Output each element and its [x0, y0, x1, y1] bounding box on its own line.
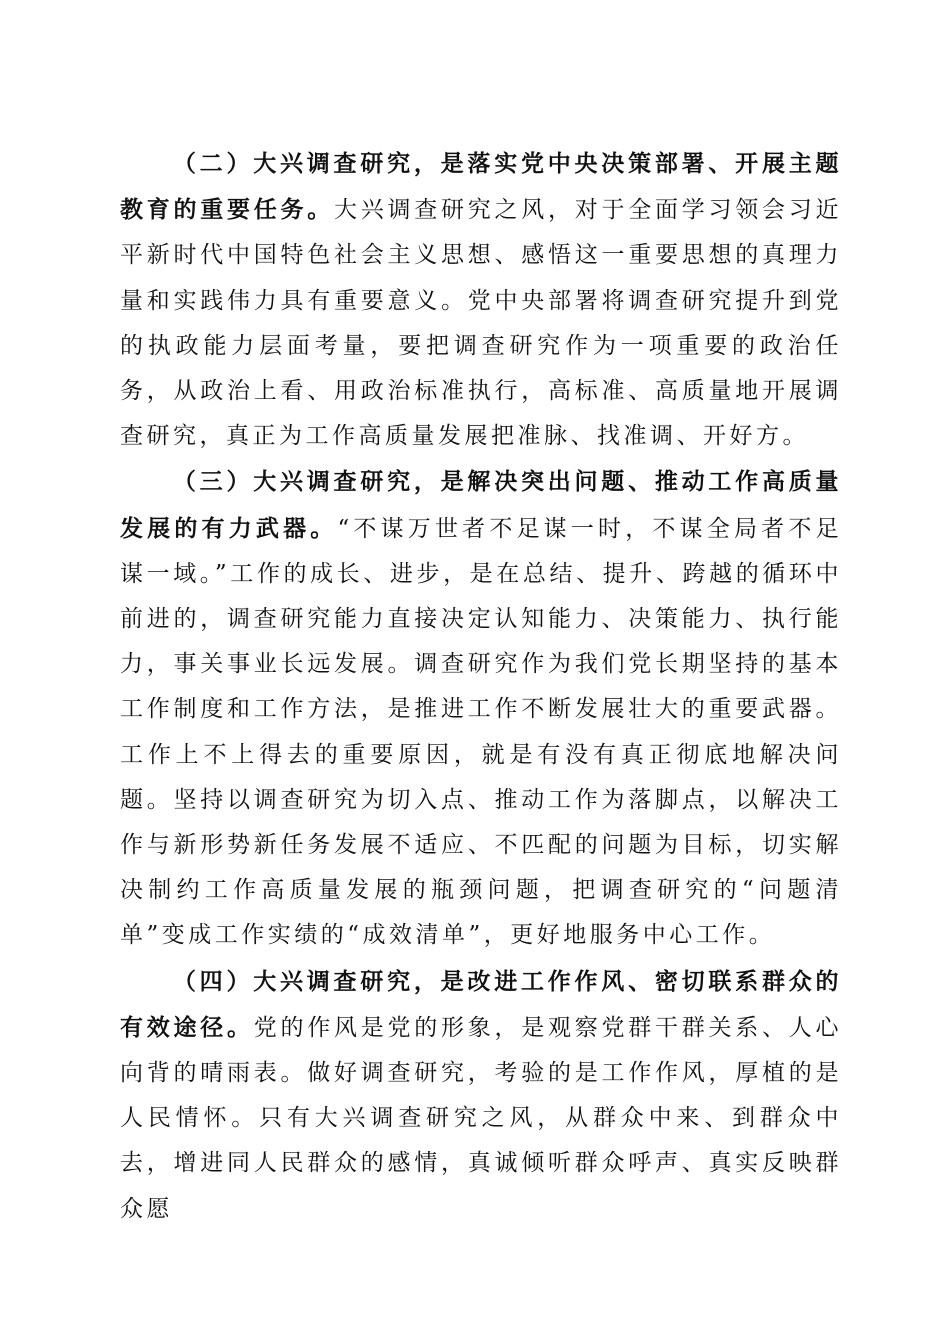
paragraph-4 — [120, 959, 842, 1232]
paragraph-4-body: 党的作风是党的形象，是观察党群干群关系、人心向背的晴雨表。做好调查研究，考验的是工作作风，厚植的是人民情怀。只有大兴调查研究之风，从群众中来、到群众中去，增进同人民群众的感情，真诚倾听群众呼声、真实反映群众愿 — [120, 1014, 842, 1222]
paragraph-4-heading: （四）大兴调查研究，是改进工作作风、密切联系群众的有效途径。 — [120, 967, 842, 1041]
paragraph-2 — [120, 141, 842, 459]
paragraph-3 — [120, 459, 842, 958]
paragraph-2-body: 大兴调查研究之风，对于全面学习领会习近平新时代中国特色社会主义思想、感悟这一重要思想的真理力量和实践伟力具有重要意义。党中央部署将调查研究提升到党的执政能力层面考量，要把调查研究作为一项重要的政治任务，从政治上看、用政治标准执行，高标准、高质量地开展调查研究，真正为工作高质量发展把准脉、找准调、开好方。 — [120, 197, 842, 450]
paragraph-3-heading: （三）大兴调查研究，是解决突出问题、推动工作高质量发展的有力武器。 — [120, 468, 842, 542]
document-body — [120, 141, 842, 1232]
paragraph-3-body: “不谋万世者不足谋一时，不谋全局者不足谋一域。”工作的成长、进步，是在总结、提升、跨越的循环中前进的，调查研究能力直接决定认知能力、决策能力、执行能力，事关事业长远发展。调查研究作为我们党长期坚持的基本工作制度和工作方法，是推进工作不断发展壮大的重要武器。工作上不上得去的重要原因，就是有没有真正彻底地解决问题。坚持以调查研究为切入点、推动工作为落脚点，以解决工作与新形势新任务发展不适应、不匹配的问题为目标，切实解决制约工作高质量发展的瓶颈问题，把调查研究的“问题清单”变成工作实绩的“成效清单”，更好地服务中心工作。 — [120, 515, 843, 949]
paragraph-2-heading: （二）大兴调查研究，是落实党中央决策部署、开展主题教育的重要任务。 — [120, 150, 842, 224]
